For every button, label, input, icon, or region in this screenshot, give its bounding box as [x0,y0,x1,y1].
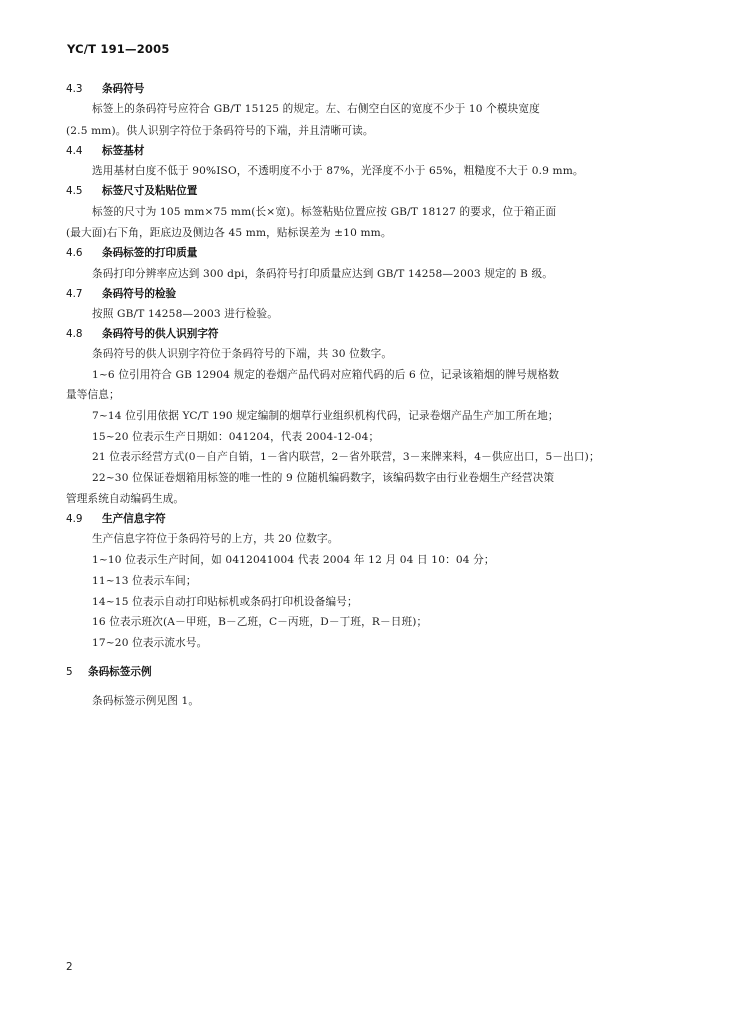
section-title: 生产信息字符 [102,513,166,525]
paragraph-line: 条码打印分辨率应达到 300 dpi，条码符号打印质量应达到 GB/T 14258—2003 规定的 B 级。 [92,268,553,280]
paragraph-line: 1~6 位引用符合 GB 12904 规定的卷烟产品代码对应箱代码的后 6 位，记录该箱烟的牌号规格数 [92,369,560,381]
paragraph-line: (2.5 mm)。供人识别字符位于条码符号的下端，并且清晰可读。 [66,125,374,137]
page-number: 2 [66,961,73,973]
section-number: 4.9 [66,513,83,525]
standard-code-header: YC/T 191—2005 [67,42,170,56]
paragraph-line: 15~20 位表示生产日期如：041204，代表 2004-12-04； [92,431,380,443]
section-title: 条码标签的打印质量 [102,247,198,259]
section-title: 标签基材 [102,145,145,157]
paragraph-line: 21 位表示经营方式(0－自产自销，1－省内联营，2－省外联营，3－来牌来料，4－供应出口，5－出口)； [92,451,600,463]
section-title: 条码符号的供人识别字符 [102,328,219,340]
section-number: 4.6 [66,247,83,259]
paragraph-line: 条码标签示例见图 1。 [92,695,200,707]
section-number: 4.3 [66,83,83,95]
section-number: 5 [66,666,73,678]
section-number: 4.7 [66,288,83,300]
paragraph-line: 标签的尺寸为 105 mm×75 mm(长×宽)。标签粘贴位置应按 GB/T 18127 的要求，位于箱正面 [92,206,557,218]
paragraph-line: 管理系统自动编码生成。 [66,493,185,505]
paragraph-line: 7~14 位引用依据 YC/T 190 规定编制的烟草行业组织机构代码，记录卷烟产品生产加工所在地； [92,410,559,422]
paragraph-line: 17~20 位表示流水号。 [92,637,208,649]
section-title: 标签尺寸及粘贴位置 [102,185,198,197]
paragraph-line: 16 位表示班次(A－甲班，B－乙班，C－丙班，D－丁班，R－日班)； [92,616,428,628]
paragraph-line: 22~30 位保证卷烟箱用标签的唯一性的 9 位随机编码数字，该编码数字由行业卷烟生产经营决策 [92,472,555,484]
section-number: 4.8 [66,328,83,340]
paragraph-line: 选用基材白度不低于 90%ISO，不透明度不小于 87%，光泽度不小于 65%，粗糙度不大于 0.9 mm。 [92,165,584,177]
paragraph-line: 条码符号的供人识别字符位于条码符号的下端，共 30 位数字。 [92,348,393,360]
paragraph-line: 量等信息； [66,389,120,401]
paragraph-line: (最大面)右下角，距底边及侧边各 45 mm，贴标误差为 ±10 mm。 [66,227,392,239]
section-title: 条码符号 [102,83,145,95]
paragraph-line: 11~13 位表示车间； [92,575,197,587]
section-number: 4.5 [66,185,83,197]
paragraph-line: 1~10 位表示生产时间，如 0412041004 代表 2004 年 12 月 04 日 10：04 分； [92,554,495,566]
paragraph-line: 标签上的条码符号应符合 GB/T 15125 的规定。左、右侧空白区的宽度不少于 10 个模块宽度 [92,103,540,115]
paragraph-line: 按照 GB/T 14258—2003 进行检验。 [92,308,278,320]
section-number: 4.4 [66,145,83,157]
section-title: 条码标签示例 [88,666,152,678]
paragraph-line: 14~15 位表示自动打印贴标机或条码打印机设备编号； [92,596,358,608]
section-title: 条码符号的检验 [102,288,177,300]
paragraph-line: 生产信息字符位于条码符号的上方，共 20 位数字。 [92,533,339,545]
